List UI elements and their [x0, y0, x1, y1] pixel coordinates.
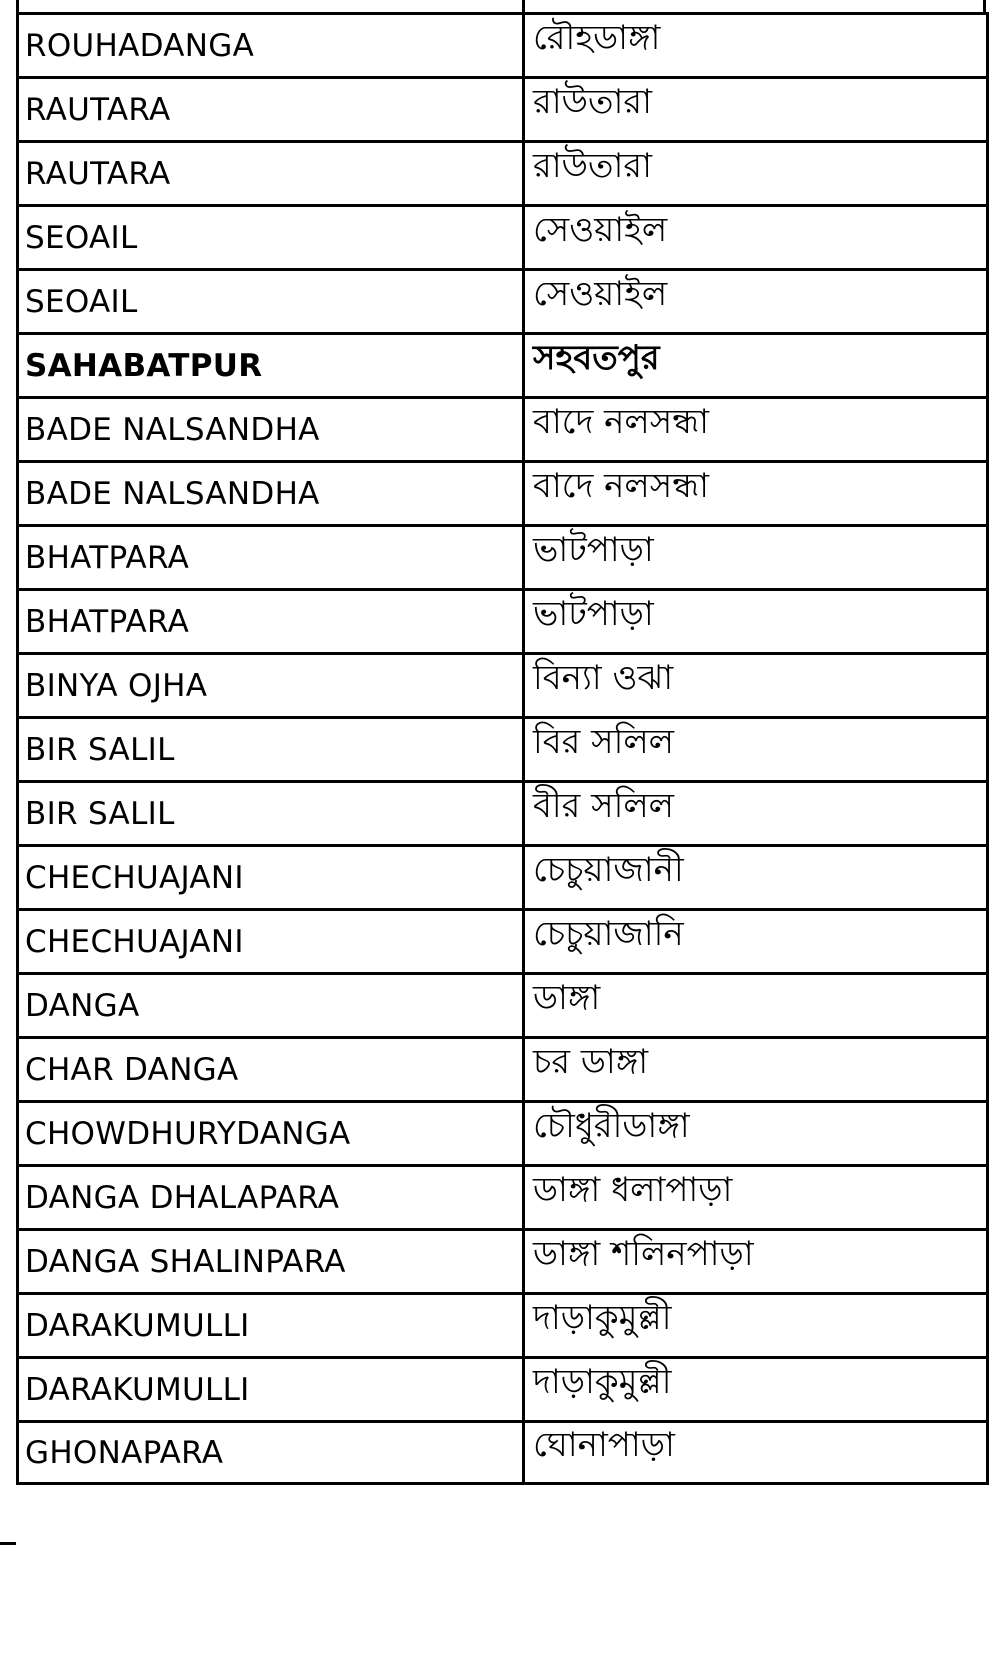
english-name-cell: DANGA DHALAPARA [19, 1167, 525, 1228]
english-name-cell: SEOAIL [19, 207, 525, 268]
table-row [19, 1231, 989, 1295]
bengali-name-cell: রাউতারা [525, 143, 989, 204]
bengali-name-cell: ঘোনাপাড়া [525, 1423, 989, 1482]
left-border-stub [0, 1542, 16, 1545]
table-row [19, 335, 989, 399]
english-name-cell: BHATPARA [19, 591, 525, 652]
bengali-name-cell: ভাটপাড়া [525, 591, 989, 652]
english-name-cell: CHAR DANGA [19, 1039, 525, 1100]
english-name-cell: DARAKUMULLI [19, 1359, 525, 1420]
table-right-edge [983, 0, 986, 12]
table-row [19, 463, 989, 527]
table-row [19, 399, 989, 463]
english-name-cell: BIR SALIL [19, 783, 525, 844]
bengali-name-cell: বিন্যা ওঝা [525, 655, 989, 716]
english-name-cell: RAUTARA [19, 79, 525, 140]
bengali-name-cell: দাড়াকুমুল্লী [525, 1295, 989, 1356]
table-top-fragment [16, 0, 986, 12]
english-name-cell: CHOWDHURYDANGA [19, 1103, 525, 1164]
table-row [19, 975, 989, 1039]
table-row [19, 783, 989, 847]
table-row [19, 911, 989, 975]
column-divider [522, 0, 525, 12]
table-row [19, 1295, 989, 1359]
english-name-cell: BIR SALIL [19, 719, 525, 780]
english-name-cell: CHECHUAJANI [19, 847, 525, 908]
english-name-cell: DANGA [19, 975, 525, 1036]
english-name-cell: SEOAIL [19, 271, 525, 332]
table-row [19, 1103, 989, 1167]
table-row [19, 719, 989, 783]
english-name-cell: ROUHADANGA [19, 15, 525, 76]
table-row [19, 655, 989, 719]
bengali-name-cell: চর ডাঙ্গা [525, 1039, 989, 1100]
english-name-cell: BINYA OJHA [19, 655, 525, 716]
table-row [19, 271, 989, 335]
bengali-name-cell: দাড়াকুমুল্লী [525, 1359, 989, 1420]
table-row [19, 1167, 989, 1231]
bengali-name-cell: ভাটপাড়া [525, 527, 989, 588]
english-name-cell: DARAKUMULLI [19, 1295, 525, 1356]
bengali-name-cell: রাউতারা [525, 79, 989, 140]
bengali-name-cell: রৌহডাঙ্গা [525, 15, 989, 76]
bengali-name-cell: ডাঙ্গা ধলাপাড়া [525, 1167, 989, 1228]
bengali-name-cell: ডাঙ্গা শলিনপাড়া [525, 1231, 989, 1292]
bengali-name-cell: সহবতপুর [525, 335, 989, 396]
bengali-name-cell: সেওয়াইল [525, 207, 989, 268]
table-row [19, 207, 989, 271]
bengali-name-cell: সেওয়াইল [525, 271, 989, 332]
english-name-cell: SAHABATPUR [19, 335, 525, 396]
table-row [19, 15, 989, 79]
bengali-name-cell: বাদে নলসন্ধা [525, 463, 989, 524]
bengali-name-cell: বির সলিল [525, 719, 989, 780]
table-row [19, 79, 989, 143]
village-name-table [16, 12, 989, 1485]
bengali-name-cell: বীর সলিল [525, 783, 989, 844]
table-row [19, 847, 989, 911]
table-row [19, 527, 989, 591]
english-name-cell: BADE NALSANDHA [19, 399, 525, 460]
table-row [19, 1359, 989, 1423]
bengali-name-cell: চৌধুরীডাঙ্গা [525, 1103, 989, 1164]
english-name-cell: DANGA SHALINPARA [19, 1231, 525, 1292]
table-row [19, 591, 989, 655]
table-row [19, 143, 989, 207]
english-name-cell: BHATPARA [19, 527, 525, 588]
table-row [19, 1423, 989, 1485]
bengali-name-cell: বাদে নলসন্ধা [525, 399, 989, 460]
english-name-cell: GHONAPARA [19, 1423, 525, 1482]
english-name-cell: RAUTARA [19, 143, 525, 204]
bengali-name-cell: ডাঙ্গা [525, 975, 989, 1036]
bengali-name-cell: চেচুয়াজানি [525, 911, 989, 972]
english-name-cell: BADE NALSANDHA [19, 463, 525, 524]
bengali-name-cell: চেচুয়াজানী [525, 847, 989, 908]
table-row [19, 1039, 989, 1103]
english-name-cell: CHECHUAJANI [19, 911, 525, 972]
